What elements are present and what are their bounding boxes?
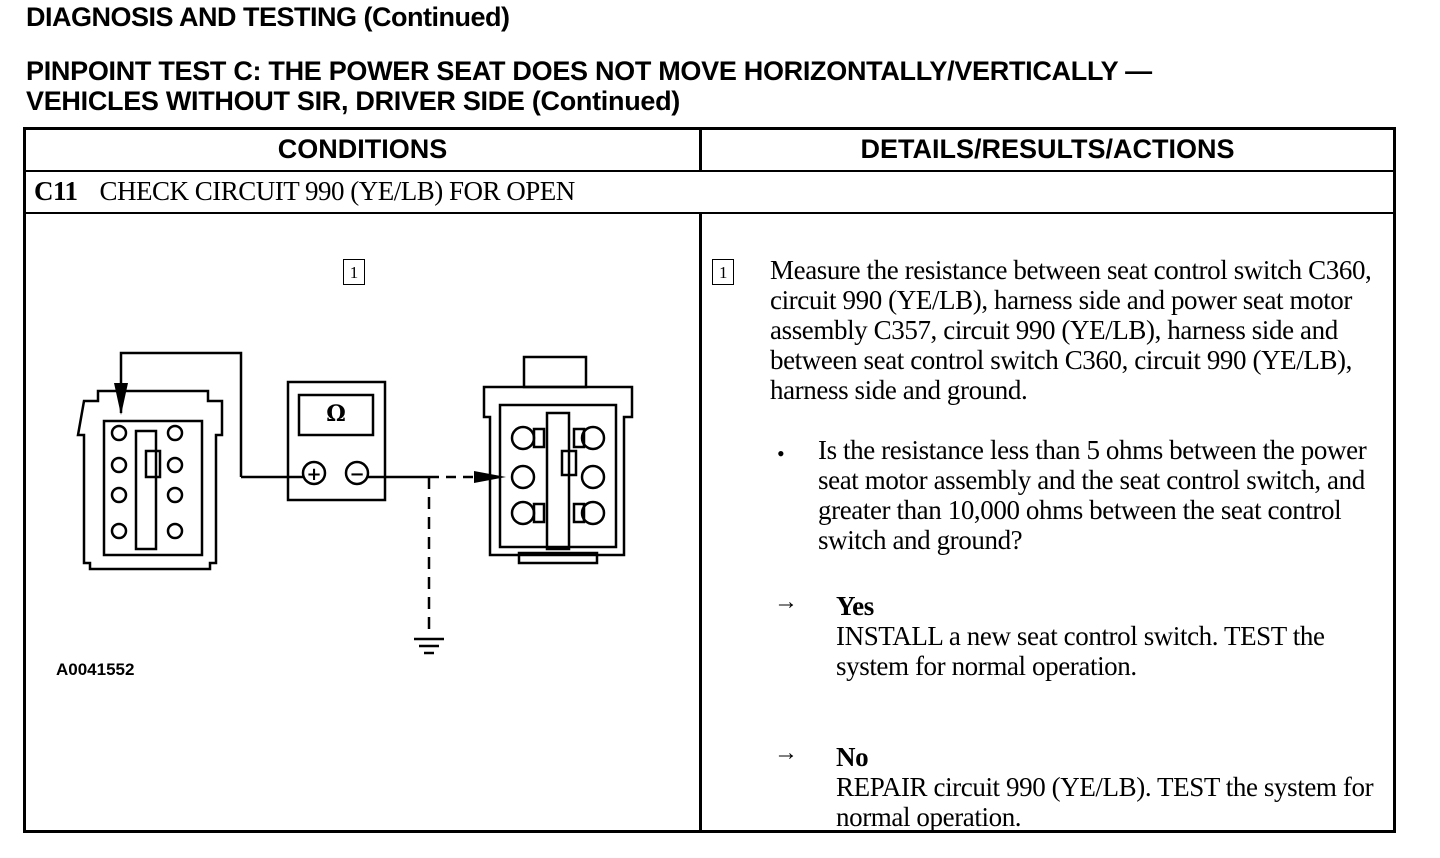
figure-id: A0041552 (56, 660, 135, 679)
ohmmeter (288, 382, 385, 500)
no-result (836, 742, 1390, 832)
yes-label: Yes (836, 591, 874, 621)
test-title (26, 56, 1152, 116)
step-title: CHECK CIRCUIT 990 (YE/LB) FOR OPEN (99, 176, 575, 206)
step-id: C11 (34, 176, 78, 206)
wiring-diagram (26, 215, 698, 825)
details-column-header: DETAILS/RESULTS/ACTIONS (860, 134, 1235, 164)
motor-connector-c357 (484, 357, 632, 563)
bullet: • (777, 441, 785, 466)
test-title-line-1: PINPOINT TEST C: THE POWER SEAT DOES NOT MOVE HORIZONTALLY/VERTICALLY — (26, 56, 1152, 86)
details-callout-1: 1 (712, 259, 734, 285)
step-divider (26, 212, 1393, 214)
no-action: REPAIR circuit 990 (YE/LB). TEST the system for normal operation. (836, 772, 1374, 832)
pinpoint-test-table (23, 127, 1396, 833)
header-divider (26, 170, 1393, 172)
test-title-line-2: VEHICLES WITHOUT SIR, DRIVER SIDE (Continued) (26, 86, 680, 116)
probe-tip-left (114, 383, 128, 415)
switch-connector-c360 (78, 391, 222, 569)
no-arrow-icon: → (774, 740, 798, 766)
diagram-callout-1: 1 (343, 259, 365, 285)
yes-result (836, 591, 1390, 681)
ohm-symbol: Ω (326, 401, 346, 427)
details-cell (702, 215, 1392, 832)
test-instruction: Measure the resistance between seat control switch C360, circuit 990 (YE/LB), harness side and power seat motor assembly C357, circuit 990 (YE/LB), harness side and between seat control switch C360, circuit 990 (YE/LB), harness side and ground. (770, 255, 1372, 405)
minus-terminal-label: − (349, 464, 365, 485)
conditions-column-header: CONDITIONS (277, 134, 448, 164)
step-row-title (34, 176, 575, 207)
plus-terminal-label: + (306, 464, 322, 485)
page-heading: DIAGNOSIS AND TESTING (Continued) (26, 2, 510, 32)
no-label: No (836, 742, 869, 772)
yes-arrow-icon: → (774, 589, 798, 615)
ground-icon (414, 639, 444, 653)
test-question: Is the resistance less than 5 ohms between the power seat motor assembly and the seat control switch, and greater than 10,000 ohms between the seat control switch and ground? (818, 435, 1367, 555)
yes-action: INSTALL a new seat control switch. TEST the system for normal operation. (836, 621, 1325, 681)
